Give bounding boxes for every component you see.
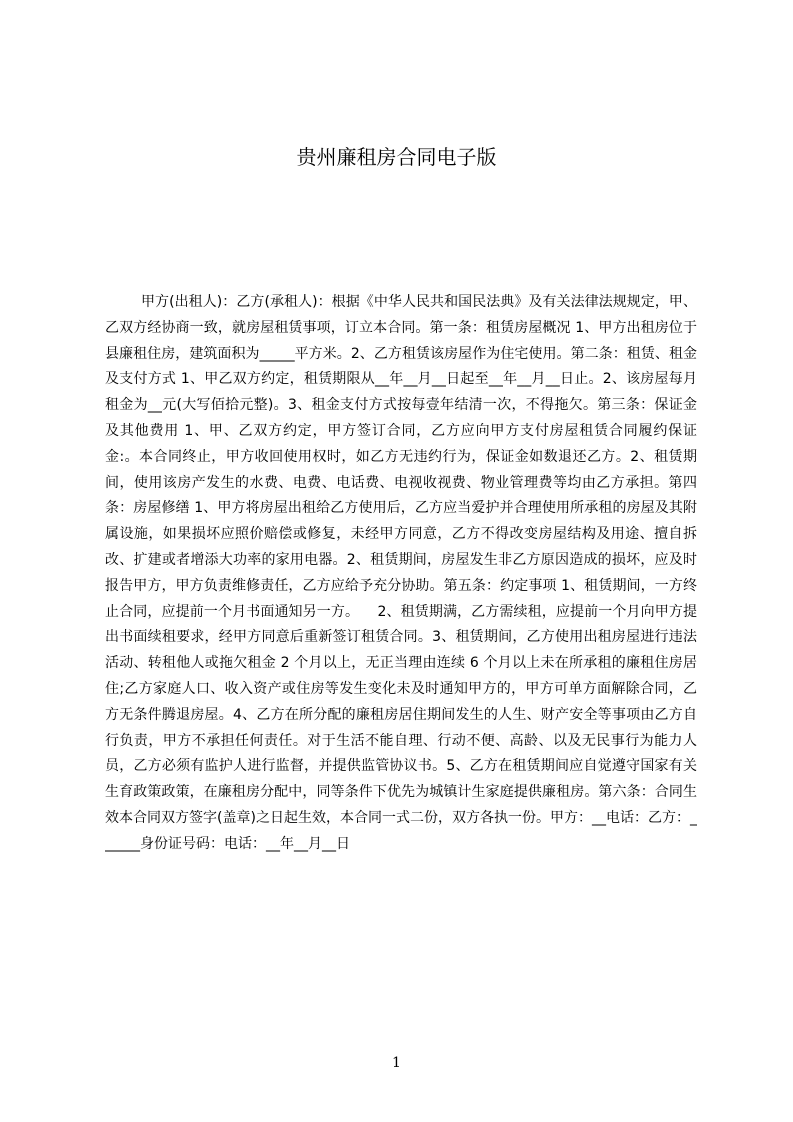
contract-body-paragraph: 甲方(出租人)：乙方(承租人)：根据《中华人民共和国民法典》及有关法律法规规定，甲、乙双方经协商一致，就房屋租赁事项，订立本合同。第一条：租赁房屋概况 1、甲方出租房位于县廉租住房，建筑面积为_____平方米。2、乙方租赁该房屋作为住宅使用。第二条：租赁、租金及支付方式 1、甲乙双方约定，租赁期限从__年__月__日起至__年__月__日止。2、该房屋每月租金为__元(大写佰拾元整)。3、租金支付方式按每壹年结清一次，不得拖欠。第三条：保证金及其他费用 1、甲、乙双方约定，甲方签订合同，乙方应向甲方支付房屋租赁合同履约保证金:。本合同终止，甲方收回使用权时，如乙方无违约行为，保证金如数退还乙方。2、租赁期间，使用该房产发生的水费、电费、电话费、电视收视费、物业管理费等均由乙方承担。第四条：房屋修缮 1、甲方将房屋出租给乙方使用后，乙方应当爱护并合理使用所承租的房屋及其附属设施，如果损坏应照价赔偿或修复，未经甲方同意，乙方不得改变房屋结构及用途、擅自拆改、扩建或者增添大功率的家用电器。2、租赁期间，房屋发生非乙方原因造成的损坏，应及时报告甲方，甲方负责维修责任，乙方应给予充分协助。第五条：约定事项 1、租赁期间，一方终止合同，应提前一个月书面通知另一方。 2、租赁期满，乙方需续租，应提前一个月向甲方提出书面续租要求，经甲方同意后重新签订租赁合同。3、租赁期间，乙方使用出租房屋进行违法活动、转租他人或拖欠租金 2 个月以上，无正当理由连续 6 个月以上未在所承租的廉租住房居住;乙方家庭人口、收入资产或住房等发生变化未及时通知甲方的，甲方可单方面解除合同，乙方无条件腾退房屋。4、乙方在所分配的廉租房居住期间发生的人生、财产安全等事项由乙方自行负责，甲方不承担任何责任。对于生活不能自理、行动不便、高龄、以及无民事行为能力人员，乙方必须有监护人进行监督，并提供监管协议书。5、乙方在租赁期间应自觉遵守国家有关生育政策政策，在廉租房分配中，同等条件下优先为城镇计生家庭提供廉租房。第六条：合同生效本合同双方签字(盖章)之日起生效，本合同一式二份，双方各执一份。甲方：__电话：乙方：______身份证号码：电话：__年__月__日 (105, 294, 697, 852)
page-number: 1 (392, 1055, 401, 1071)
document-title: 贵州廉租房合同电子版 (296, 145, 497, 169)
document-body (105, 290, 697, 930)
